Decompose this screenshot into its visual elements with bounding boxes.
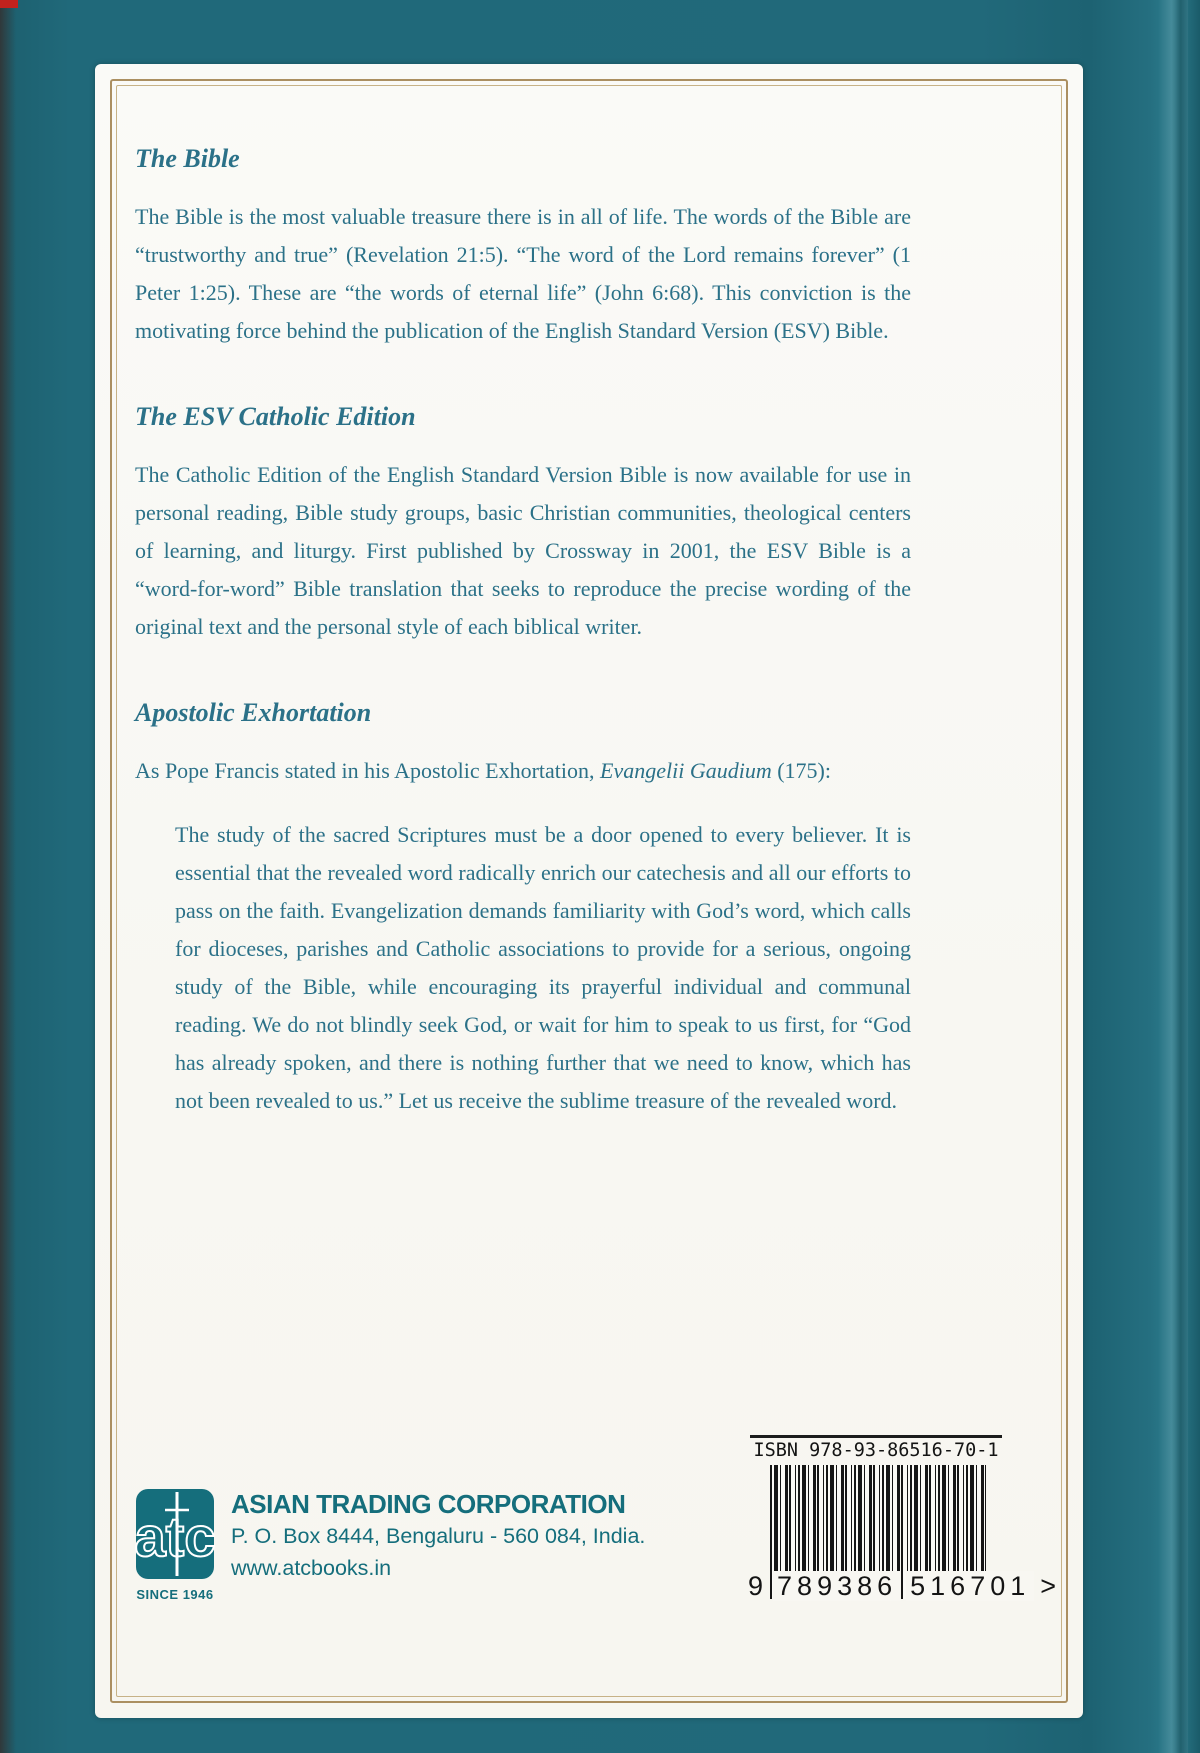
barcode-digit-leading: 9 <box>748 1571 764 1601</box>
atc-logo-icon <box>135 1488 215 1580</box>
paragraph-esv-catholic-edition: The Catholic Edition of the English Standard Version Bible is now available for use in personal reading, Bible study groups, basic Christian communities, theological centers of learning, and liturgy. First published by Crossway in 2001, the ESV Bible is a “word-for-word” Bible translation that seeks to reproduce the precise wording of the original text and the personal style of each biblical writer. <box>135 462 911 639</box>
apostolic-intro-title: Evangelii Gaudium <box>600 758 772 783</box>
publisher-block <box>133 1488 645 1602</box>
barcode-right-mark: > <box>1040 1571 1057 1601</box>
heading-apostolic-exhortation: Apostolic Exhortation <box>135 698 372 727</box>
barcode-digit-group-1: 789386 <box>773 1571 901 1601</box>
publisher-website: www.atcbooks.in <box>231 1556 392 1580</box>
paragraph-apostolic-quote: The study of the sacred Scriptures must be a door opened to every believer. It is essential that the revealed word radically enrich our catechesis and all our efforts to pass on the faith. Evangelization demands familiarity with God’s word, which calls for dioceses, parishes and Catholic associations to provide for a serious, ongoing study of the Bible, while encouraging its prayerful individual and communal reading. We do not blindly seek God, or wait for him to speak to us first, for “God has already spoken, and there is nothing further that we need to know, which has not been revealed to us.” Let us receive the sublime treasure of the revealed word. <box>175 822 911 1113</box>
spine-shadow <box>0 0 16 1753</box>
heading-esv-catholic-edition: The ESV Catholic Edition <box>135 402 416 431</box>
barcode-digits <box>748 1571 1057 1601</box>
barcode-digit-group-2: 516701 <box>906 1571 1034 1601</box>
publisher-address: P. O. Box 8444, Bengaluru - 560 084, India. <box>231 1524 646 1548</box>
since-1946-label: SINCE 1946 <box>136 1587 214 1602</box>
paragraph-the-bible: The Bible is the most valuable treasure there is in all of life. The words of the Bible are “trustworthy and true” (Revelation 21:5). “The word of the Lord remains forever” (1 Peter 1:25). These are “the words of eternal life” (John 6:68). This conviction is the motivating force behind the publication of the English Standard Version (ESV) Bible. <box>135 204 911 343</box>
publisher-text <box>231 1488 645 1584</box>
barcode-block <box>748 1435 1057 1601</box>
svg-text:atc: atc <box>135 1505 215 1568</box>
cover-edge-highlight <box>1158 0 1188 1753</box>
barcode-bars-icon <box>748 1465 1057 1601</box>
paragraph-apostolic-intro <box>135 752 911 790</box>
red-corner-mark <box>0 0 18 8</box>
cover-text <box>135 144 911 1120</box>
publisher-name: ASIAN TRADING CORPORATION <box>231 1489 626 1519</box>
apostolic-intro-prefix: As Pope Francis stated in his Apostolic Exhortation, <box>135 758 601 783</box>
isbn-label: ISBN 978-93-86516-70-1 <box>750 1435 1002 1461</box>
publisher-logo-wrap <box>133 1488 217 1602</box>
cover-panel <box>95 64 1083 1718</box>
heading-the-bible: The Bible <box>135 144 240 173</box>
apostolic-intro-suffix: (175): <box>771 758 831 783</box>
